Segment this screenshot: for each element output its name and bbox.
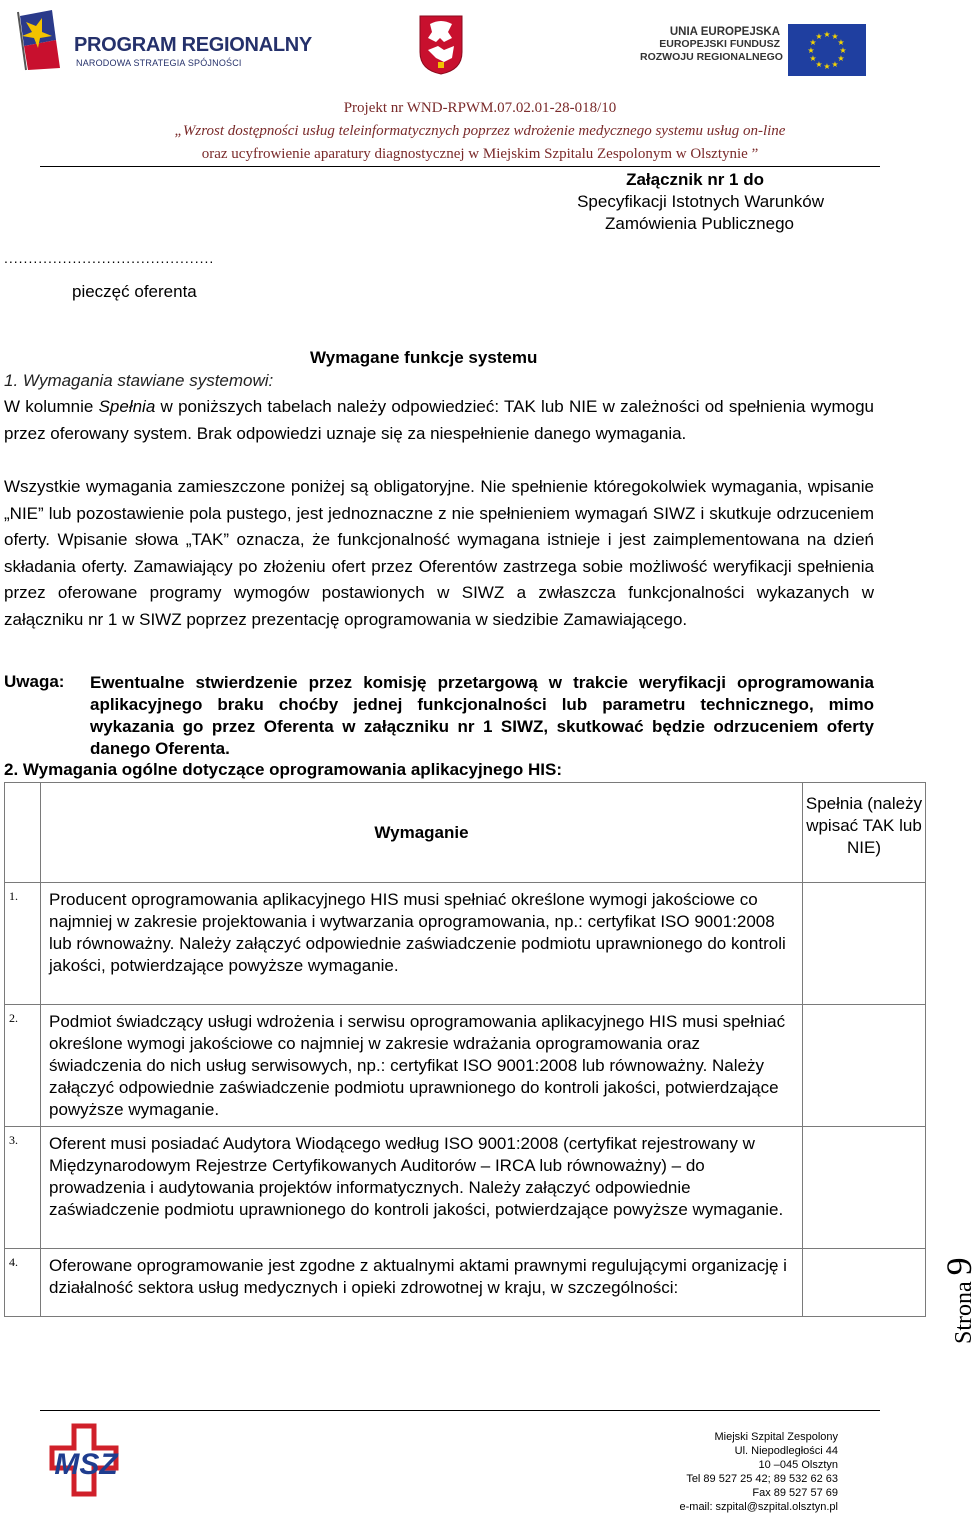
hospital-logo-icon bbox=[38, 1422, 134, 1498]
stamp-dotted-line: ........................................... bbox=[4, 250, 215, 266]
instructions-column-name: Spełnia bbox=[98, 397, 156, 416]
project-number: Projekt nr WND-RPWM.07.02.01-28-018/10 bbox=[343, 100, 617, 116]
svg-text:★: ★ bbox=[807, 46, 815, 55]
svg-text:★: ★ bbox=[809, 54, 817, 63]
row-requirement: Podmiot świadczący usługi wdrożenia i serwisu oprogramowania aplikacyjnego HIS musi spełniać określone wymogi jakościowe co najmniej w zakresie wdrażania oprogramowania oraz świadczenia do nich usług serwisowych, np.: certyfikat ISO 9001:2008 lub równoważny. Należy załączyć odpowiednie zaświadczenie podmiotu uprawnionego do kontroli jakości, potwierdzające powyższe wymaganie. bbox=[41, 1005, 803, 1127]
page-number-value: 9 bbox=[939, 1257, 979, 1276]
project-title-line-2: oraz ucyfrowienie aparatury diagnostycznej w Miejskim Szpitalu Zespolonym w Olsztynie ” bbox=[201, 146, 759, 162]
row-number: 2. bbox=[5, 1005, 41, 1127]
svg-text:★: ★ bbox=[823, 62, 831, 71]
eu-line-1: UNIA EUROPEJSKA bbox=[669, 26, 780, 38]
obligatory-paragraph: Wszystkie wymagania zamieszczone poniżej są obligatoryjne. Nie spełnienie któregokolwiek wymagania, wpisanie „NIE” lub pozostawienie pola pustego, jest jednoznaczne z nie spełnieniem wymagań SIWZ i skutkuje odrzuceniem oferty. Wpisanie słowa „TAK” oznacza, że funkcjonalność wymagana istnieje i jest zaimplementowana na dzień składania oferty. Zamawiający po złożeniu ofert przez Oferentów zastrzega sobie możliwość weryfikacji spełnienia przez oferowane programy wymogów postawionych w SIWZ a zwłaszcza funkcjonalności wykazanych w załączniku nr 1 w SIWZ poprzez prezentację oprogramowania w siedzibie Zamawiającego. bbox=[4, 477, 874, 629]
svg-text:★: ★ bbox=[831, 32, 839, 41]
eu-flag-icon bbox=[788, 24, 866, 76]
row-requirement: Producent oprogramowania aplikacyjnego HIS musi spełniać określone wymogi jakościowe co najmniej w zakresie projektowania i wytwarzania oprogramowania, np.: certyfikat ISO 9001:2008 lub równoważny. Należy załączyć odpowiednie zaświadczenie podmiotu uprawnionego do kontroli jakości, potwierdzające powyższe wymaganie. bbox=[41, 883, 803, 1005]
eu-fund-label bbox=[640, 26, 783, 64]
instructions-post: w poniższych tabelach należy odpowiedzieć: TAK lub NIE w zależności od spełnienia wymogu przez oferowany system. Brak odpowiedzi uznaje się za niespełnienie danego wymagania. bbox=[4, 397, 874, 443]
row-answer-cell[interactable] bbox=[803, 1005, 926, 1127]
eu-line-3: ROZWOJU REGIONALNEGO bbox=[640, 51, 783, 63]
footer-street: Ul. Niepodległości 44 bbox=[734, 1445, 838, 1457]
row-number: 3. bbox=[5, 1127, 41, 1249]
svg-text:★: ★ bbox=[815, 32, 823, 41]
table-header-row bbox=[5, 783, 926, 883]
requirements-table bbox=[4, 782, 926, 1317]
document-title: Wymagane funkcje systemu bbox=[310, 348, 538, 367]
svg-text:★: ★ bbox=[839, 46, 847, 55]
table-row bbox=[5, 1127, 926, 1249]
annex-line-1: Załącznik nr 1 do bbox=[626, 170, 764, 189]
row-requirement: Oferowane oprogramowanie jest zgodne z aktualnymi aktami prawnymi regulującymi organizację i działalność sektora usług medycznych i opieki zdrowotnej w kraju, w szczególności: bbox=[41, 1249, 803, 1317]
svg-text:★: ★ bbox=[837, 38, 845, 47]
svg-text:★: ★ bbox=[831, 60, 839, 69]
row-requirement: Oferent musi posiadać Audytora Wiodącego według ISO 9001:2008 (certyfikat rejestrowany w Międzynarodowym Rejestrze Certyfikowanych Auditorów – IRCA lub równoważny) – do prowadzenia i audytowania projektów informatycznych. Należy załączyć odpowiednie zaświadczenie podmiotu uprawnionego do kontroli jakości, potwierdzające powyższe wymaganie. bbox=[41, 1127, 803, 1249]
hospital-logo-text: MSZ bbox=[54, 1448, 118, 1481]
footer-fax: Fax 89 527 57 69 bbox=[752, 1487, 838, 1499]
svg-text:★: ★ bbox=[837, 54, 845, 63]
program-subtitle: NARODOWA STRATEGIA SPÓJNOŚCI bbox=[76, 58, 242, 68]
annex-line-3: Zamówienia Publicznego bbox=[605, 214, 794, 233]
annex-line-2: Specyfikacji Istotnych Warunków bbox=[577, 192, 824, 211]
header-requirement: Wymaganie bbox=[41, 783, 803, 883]
row-number: 4. bbox=[5, 1249, 41, 1317]
section-1-heading: 1. Wymagania stawiane systemowi: bbox=[4, 371, 274, 390]
header-divider bbox=[40, 166, 880, 167]
table-row bbox=[5, 1005, 926, 1127]
footer-city: 10 –045 Olsztyn bbox=[758, 1459, 838, 1471]
section-2-heading: 2. Wymagania ogólne dotyczące oprogramowania aplikacyjnego HIS: bbox=[4, 760, 562, 779]
row-answer-cell[interactable] bbox=[803, 1127, 926, 1249]
table-row bbox=[5, 1249, 926, 1317]
footer-divider bbox=[40, 1410, 880, 1411]
footer-phone: Tel 89 527 25 42; 89 532 62 63 bbox=[686, 1473, 838, 1485]
note-text: Ewentualne stwierdzenie przez komisję przetargową w trakcie weryfikacji oprogramowania aplikacyjnego braku choćby jednej funkcjonalności lub parametru technicznego, mimo wykazania go przez Oferenta w załączniku nr 1 SIWZ, skutkować będzie odrzuceniem oferty danego Oferenta. bbox=[90, 673, 874, 758]
table-row bbox=[5, 883, 926, 1005]
note-label: Uwaga: bbox=[4, 672, 65, 691]
page-number bbox=[938, 1257, 980, 1344]
program-flag-icon bbox=[12, 10, 66, 70]
row-number: 1. bbox=[5, 883, 41, 1005]
footer-name: Miejski Szpital Zespolony bbox=[714, 1431, 838, 1443]
program-regionalny-logo bbox=[8, 8, 312, 78]
svg-text:★: ★ bbox=[823, 30, 831, 39]
svg-text:★: ★ bbox=[815, 60, 823, 69]
header-compliance: Spełnia (należy wpisać TAK lub NIE) bbox=[803, 783, 926, 883]
instructions-pre: W kolumnie bbox=[4, 397, 99, 416]
project-title-line-1: „Wzrost dostępności usług teleinformatycznych poprzez wdrożenie medycznego systemu usług on-line bbox=[174, 123, 786, 139]
program-title: PROGRAM REGIONALNY bbox=[74, 34, 312, 56]
page-label: Strona bbox=[951, 1281, 977, 1344]
stamp-label: pieczęć oferenta bbox=[72, 282, 197, 301]
header-num-cell bbox=[5, 783, 41, 883]
svg-text:★: ★ bbox=[809, 38, 817, 47]
instructions-paragraph bbox=[4, 394, 874, 447]
warmia-mazury-crest-icon bbox=[418, 12, 464, 76]
row-answer-cell[interactable] bbox=[803, 883, 926, 1005]
footer-address bbox=[620, 1430, 838, 1514]
row-answer-cell[interactable] bbox=[803, 1249, 926, 1317]
eu-line-2: EUROPEJSKI FUNDUSZ bbox=[659, 38, 780, 50]
footer-email[interactable]: e-mail: szpital@szpital.olsztyn.pl bbox=[679, 1501, 838, 1513]
